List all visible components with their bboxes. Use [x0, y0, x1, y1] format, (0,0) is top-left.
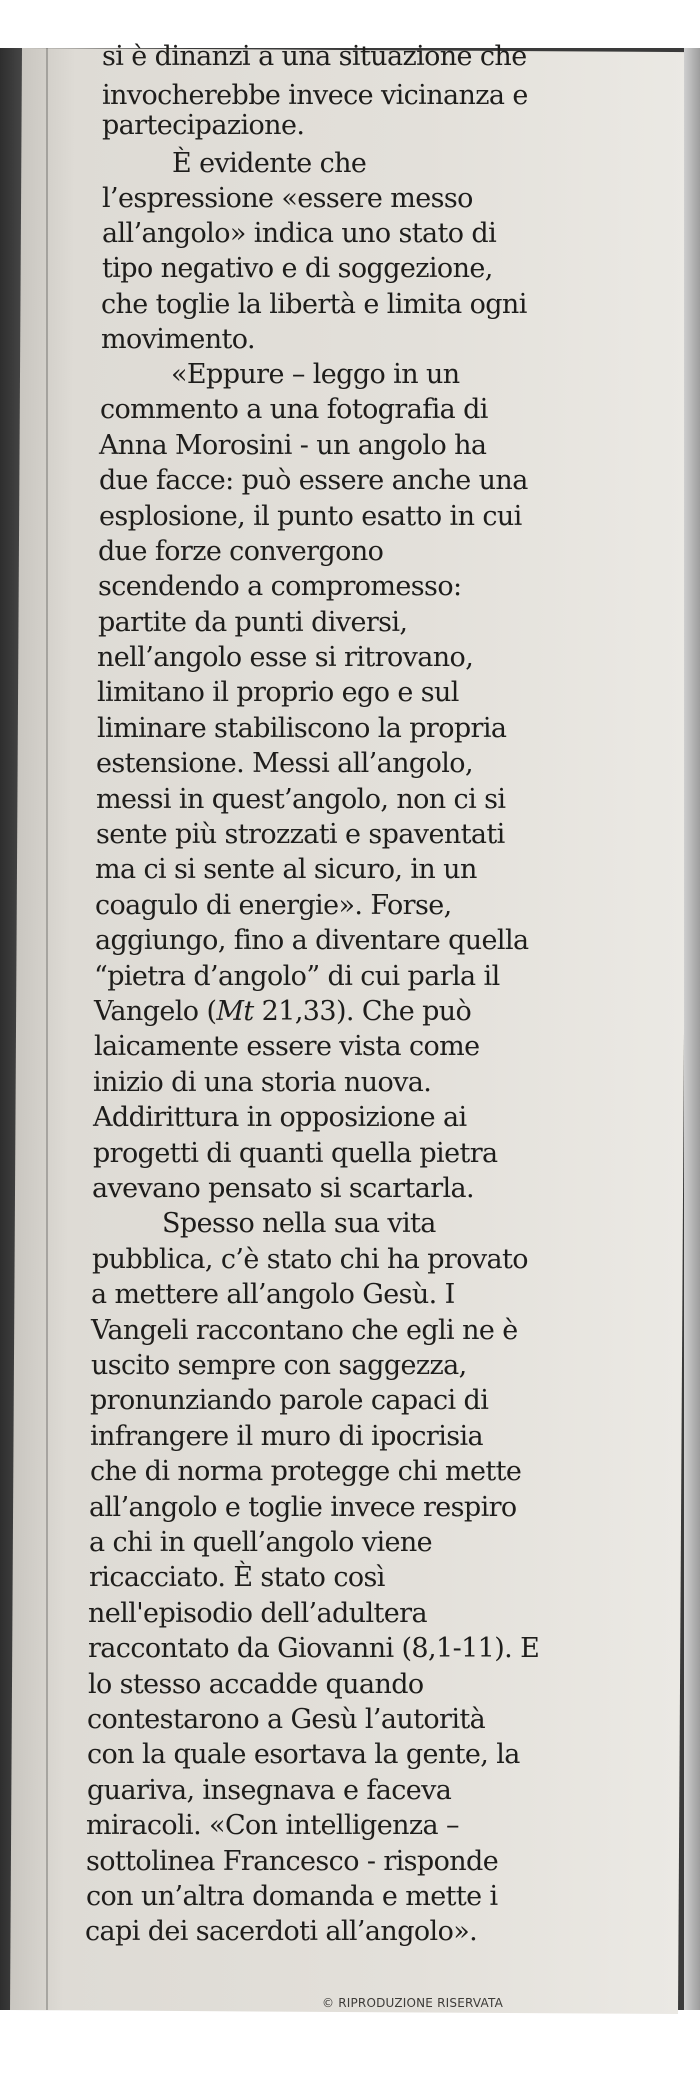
article-line: tipo negativo e di soggezione, — [102, 253, 493, 284]
article-line: che di norma protegge chi mette — [90, 1456, 522, 1487]
article-line: ma ci si sente al sicuro, in un — [95, 854, 477, 885]
article-line: due forze convergono — [98, 536, 384, 567]
article-line — [94, 995, 471, 1029]
article-line: guariva, insegnava e faceva — [87, 1775, 452, 1806]
article-line: ricacciato. È stato così — [89, 1562, 385, 1593]
article-line: con la quale esortava la gente, la — [87, 1739, 520, 1770]
article-line: «Eppure – leggo in un — [171, 359, 460, 390]
article-line: “pietra d’angolo” di cui parla il — [94, 961, 500, 992]
article-line: a mettere all’angolo Gesù. I — [91, 1279, 455, 1310]
citation-rest: 21,33). Che può — [253, 996, 472, 1027]
article-line: partite da punti diversi, — [98, 607, 408, 638]
article-line: uscito sempre con saggezza, — [91, 1350, 467, 1381]
article-line: l’espressione «essere messo — [102, 183, 473, 214]
article-line: infrangere il muro di ipocrisia — [90, 1421, 484, 1452]
article-line: capi dei sacerdoti all’angolo». — [85, 1916, 478, 1947]
article-line: estensione. Messi all’angolo, — [96, 748, 473, 779]
article-line: messi in quest’angolo, non ci si — [96, 784, 506, 815]
article-line: miracoli. «Con intelligenza – — [86, 1810, 459, 1841]
citation-lead: Vangelo ( — [94, 996, 217, 1027]
article-line: all’angolo e toglie invece respiro — [89, 1492, 517, 1523]
article-line: commento a una fotografia di — [100, 394, 488, 425]
article-line: Spesso nella sua vita — [162, 1208, 436, 1239]
article-line: È evidente che — [172, 148, 367, 179]
article-line: all’angolo» indica uno stato di — [102, 218, 497, 249]
article-line: coagulo di energie». Forse, — [95, 890, 452, 921]
article-line: progetti di quanti quella pietra — [93, 1138, 498, 1169]
article-line: laicamente essere vista come — [94, 1031, 480, 1062]
article-line: scendendo a compromesso: — [98, 571, 462, 602]
article-line: aggiungo, fino a diventare quella — [95, 925, 529, 956]
copyright-notice: © RIPRODUZIONE RISERVATA — [322, 1996, 503, 2010]
article-line: Vangeli raccontano che egli ne è — [91, 1315, 518, 1346]
article-line: movimento. — [101, 324, 255, 355]
article-line: nell'episodio dell’adultera — [88, 1598, 427, 1629]
article-line: si è dinanzi a una situazione che — [102, 41, 527, 72]
paper-fold-line — [46, 48, 48, 2010]
article-line: due facce: può essere anche una — [99, 465, 528, 496]
article-line: lo stesso accadde quando — [88, 1669, 424, 1700]
article-line: inizio di una storia nuova. — [93, 1067, 432, 1098]
article-line: avevano pensato si scartarla. — [92, 1173, 475, 1204]
article-line: partecipazione. — [102, 110, 305, 141]
article-line: pronunziando parole capaci di — [90, 1385, 489, 1416]
article-line: contestarono a Gesù l’autorità — [87, 1704, 486, 1735]
article-line: limitano il proprio ego e sul — [97, 677, 459, 708]
article-line: liminare stabiliscono la propria — [97, 713, 507, 744]
article-line: nell’angolo esse si ritrovano, — [97, 642, 474, 673]
article-line: esplosione, il punto esatto in cui — [99, 501, 522, 532]
surface-right-edge — [684, 48, 700, 2010]
article-line: Addirittura in opposizione ai — [93, 1102, 467, 1133]
article-line: pubblica, c’è stato chi ha provato — [92, 1244, 528, 1275]
article-line: sente più strozzati e spaventati — [96, 819, 505, 850]
article-line: Anna Morosini - un angolo ha — [99, 430, 487, 461]
article-line: a chi in quell’angolo viene — [89, 1527, 433, 1558]
article-line: che toglie la libertà e limita ogni — [101, 289, 527, 320]
citation-book: Mt — [216, 996, 254, 1027]
article-line: sottolinea Francesco - risponde — [86, 1846, 499, 1877]
article-line: raccontato da Giovanni (8,1-11). E — [88, 1633, 540, 1664]
article-line: con un’altra domanda e mette i — [86, 1881, 498, 1912]
article-line: invocherebbe invece vicinanza e — [102, 80, 528, 111]
